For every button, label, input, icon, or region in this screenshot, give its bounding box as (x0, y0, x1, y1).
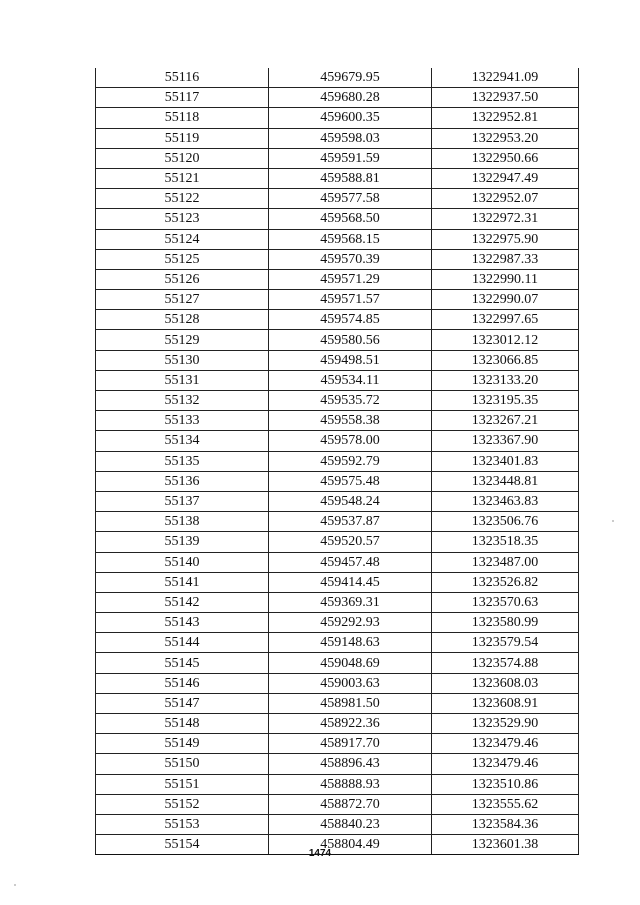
point-id-cell: 55148 (96, 714, 269, 734)
table-row (96, 592, 579, 612)
point-id-cell: 55134 (96, 431, 269, 451)
northing-cell: 1323529.90 (432, 714, 579, 734)
northing-cell: 1323580.99 (432, 613, 579, 633)
northing-cell: 1322953.20 (432, 128, 579, 148)
table-row (96, 693, 579, 713)
point-id-cell: 55140 (96, 552, 269, 572)
easting-cell: 459520.57 (269, 532, 432, 552)
easting-cell: 459537.87 (269, 512, 432, 532)
easting-cell: 458896.43 (269, 754, 432, 774)
coordinate-table-body (96, 68, 579, 855)
northing-cell: 1323506.76 (432, 512, 579, 532)
easting-cell: 459591.59 (269, 148, 432, 168)
northing-cell: 1322990.07 (432, 290, 579, 310)
scan-speck (14, 884, 16, 886)
point-id-cell: 55122 (96, 189, 269, 209)
easting-cell: 459574.85 (269, 310, 432, 330)
northing-cell: 1323487.00 (432, 552, 579, 572)
easting-cell: 459571.29 (269, 269, 432, 289)
table-row (96, 451, 579, 471)
easting-cell: 458888.93 (269, 774, 432, 794)
easting-cell: 459414.45 (269, 572, 432, 592)
table-row (96, 168, 579, 188)
point-id-cell: 55137 (96, 491, 269, 511)
easting-cell: 459048.69 (269, 653, 432, 673)
easting-cell: 459570.39 (269, 249, 432, 269)
northing-cell: 1322950.66 (432, 148, 579, 168)
point-id-cell: 55154 (96, 835, 269, 855)
point-id-cell: 55132 (96, 391, 269, 411)
table-row (96, 310, 579, 330)
easting-cell: 459577.58 (269, 189, 432, 209)
point-id-cell: 55117 (96, 88, 269, 108)
table-row (96, 209, 579, 229)
easting-cell: 459580.56 (269, 330, 432, 350)
table-row (96, 391, 579, 411)
northing-cell: 1323526.82 (432, 572, 579, 592)
point-id-cell: 55150 (96, 754, 269, 774)
point-id-cell: 55133 (96, 411, 269, 431)
table-row (96, 653, 579, 673)
easting-cell: 459369.31 (269, 592, 432, 612)
table-row (96, 471, 579, 491)
northing-cell: 1323479.46 (432, 754, 579, 774)
easting-cell: 459292.93 (269, 613, 432, 633)
northing-cell: 1323518.35 (432, 532, 579, 552)
easting-cell: 458922.36 (269, 714, 432, 734)
easting-cell: 459679.95 (269, 68, 432, 88)
table-row (96, 249, 579, 269)
table-row (96, 108, 579, 128)
point-id-cell: 55153 (96, 814, 269, 834)
easting-cell: 459571.57 (269, 290, 432, 310)
northing-cell: 1323448.81 (432, 471, 579, 491)
northing-cell: 1322987.33 (432, 249, 579, 269)
table-row (96, 431, 579, 451)
northing-cell: 1323510.86 (432, 774, 579, 794)
easting-cell: 459568.50 (269, 209, 432, 229)
point-id-cell: 55143 (96, 613, 269, 633)
northing-cell: 1323479.46 (432, 734, 579, 754)
easting-cell: 459578.00 (269, 431, 432, 451)
northing-cell: 1323584.36 (432, 814, 579, 834)
table-row (96, 68, 579, 88)
easting-cell: 458804.49 (269, 835, 432, 855)
easting-cell: 458872.70 (269, 794, 432, 814)
easting-cell: 459680.28 (269, 88, 432, 108)
northing-cell: 1323574.88 (432, 653, 579, 673)
northing-cell: 1322937.50 (432, 88, 579, 108)
northing-cell: 1322975.90 (432, 229, 579, 249)
northing-cell: 1323463.83 (432, 491, 579, 511)
point-id-cell: 55121 (96, 168, 269, 188)
northing-cell: 1323195.35 (432, 391, 579, 411)
point-id-cell: 55147 (96, 693, 269, 713)
table-row (96, 794, 579, 814)
point-id-cell: 55124 (96, 229, 269, 249)
point-id-cell: 55152 (96, 794, 269, 814)
table-row (96, 754, 579, 774)
easting-cell: 459558.38 (269, 411, 432, 431)
scan-speck (612, 520, 614, 522)
point-id-cell: 55151 (96, 774, 269, 794)
point-id-cell: 55141 (96, 572, 269, 592)
table-row (96, 532, 579, 552)
northing-cell: 1323012.12 (432, 330, 579, 350)
easting-cell: 459592.79 (269, 451, 432, 471)
easting-cell: 459588.81 (269, 168, 432, 188)
point-id-cell: 55144 (96, 633, 269, 653)
point-id-cell: 55123 (96, 209, 269, 229)
point-id-cell: 55136 (96, 471, 269, 491)
easting-cell: 459498.51 (269, 350, 432, 370)
table-row (96, 229, 579, 249)
table-row (96, 613, 579, 633)
table-row (96, 269, 579, 289)
point-id-cell: 55145 (96, 653, 269, 673)
table-row (96, 370, 579, 390)
table-row (96, 552, 579, 572)
table-row (96, 290, 579, 310)
table-row (96, 491, 579, 511)
easting-cell: 459598.03 (269, 128, 432, 148)
table-row (96, 189, 579, 209)
point-id-cell: 55131 (96, 370, 269, 390)
northing-cell: 1323555.62 (432, 794, 579, 814)
northing-cell: 1322972.31 (432, 209, 579, 229)
easting-cell: 458840.23 (269, 814, 432, 834)
point-id-cell: 55130 (96, 350, 269, 370)
easting-cell: 459534.11 (269, 370, 432, 390)
point-id-cell: 55146 (96, 673, 269, 693)
point-id-cell: 55142 (96, 592, 269, 612)
point-id-cell: 55118 (96, 108, 269, 128)
table-row (96, 350, 579, 370)
table-row (96, 512, 579, 532)
point-id-cell: 55139 (96, 532, 269, 552)
point-id-cell: 55128 (96, 310, 269, 330)
point-id-cell: 55129 (96, 330, 269, 350)
northing-cell: 1323579.54 (432, 633, 579, 653)
point-id-cell: 55120 (96, 148, 269, 168)
easting-cell: 458917.70 (269, 734, 432, 754)
northing-cell: 1323066.85 (432, 350, 579, 370)
point-id-cell: 55116 (96, 68, 269, 88)
northing-cell: 1322997.65 (432, 310, 579, 330)
table-row (96, 148, 579, 168)
table-row (96, 633, 579, 653)
point-id-cell: 55138 (96, 512, 269, 532)
table-row (96, 572, 579, 592)
easting-cell: 459003.63 (269, 673, 432, 693)
northing-cell: 1322990.11 (432, 269, 579, 289)
point-id-cell: 55135 (96, 451, 269, 471)
table-row (96, 88, 579, 108)
easting-cell: 459535.72 (269, 391, 432, 411)
point-id-cell: 55125 (96, 249, 269, 269)
northing-cell: 1322952.81 (432, 108, 579, 128)
northing-cell: 1322947.49 (432, 168, 579, 188)
table-row (96, 411, 579, 431)
northing-cell: 1323133.20 (432, 370, 579, 390)
easting-cell: 458981.50 (269, 693, 432, 713)
easting-cell: 459600.35 (269, 108, 432, 128)
easting-cell: 459457.48 (269, 552, 432, 572)
northing-cell: 1323601.38 (432, 835, 579, 855)
northing-cell: 1323608.91 (432, 693, 579, 713)
northing-cell: 1323608.03 (432, 673, 579, 693)
point-id-cell: 55149 (96, 734, 269, 754)
northing-cell: 1323401.83 (432, 451, 579, 471)
point-id-cell: 55127 (96, 290, 269, 310)
table-row (96, 330, 579, 350)
northing-cell: 1323570.63 (432, 592, 579, 612)
table-row (96, 128, 579, 148)
table-row (96, 714, 579, 734)
easting-cell: 459548.24 (269, 491, 432, 511)
page-number: 1474 (308, 848, 332, 859)
table-row (96, 673, 579, 693)
northing-cell: 1323267.21 (432, 411, 579, 431)
northing-cell: 1322952.07 (432, 189, 579, 209)
table-row (96, 814, 579, 834)
table-row (96, 734, 579, 754)
point-id-cell: 55126 (96, 269, 269, 289)
easting-cell: 459568.15 (269, 229, 432, 249)
point-id-cell: 55119 (96, 128, 269, 148)
coordinate-table (95, 68, 579, 855)
northing-cell: 1323367.90 (432, 431, 579, 451)
easting-cell: 459148.63 (269, 633, 432, 653)
northing-cell: 1322941.09 (432, 68, 579, 88)
table-row (96, 774, 579, 794)
easting-cell: 459575.48 (269, 471, 432, 491)
